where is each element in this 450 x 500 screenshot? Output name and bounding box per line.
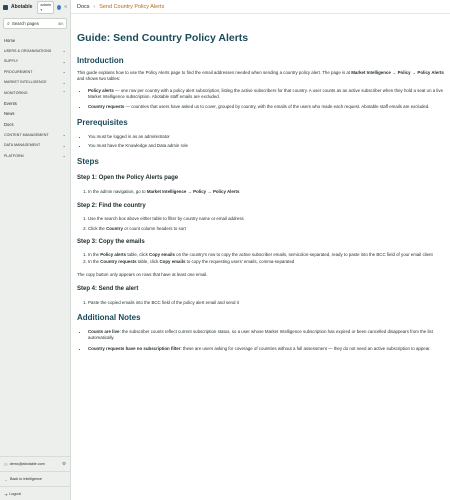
step-1-list bbox=[77, 189, 444, 195]
logo-text: Abotable bbox=[11, 4, 33, 10]
sidebar-item-docs[interactable] bbox=[0, 119, 70, 130]
ui-term: Policy alerts bbox=[100, 252, 127, 258]
divider bbox=[0, 486, 70, 487]
sidebar-item-platform[interactable] bbox=[0, 151, 70, 162]
step-text: to copy the requesting users' emails, comma-separated bbox=[185, 259, 295, 265]
role-label: admin bbox=[40, 2, 52, 7]
sidebar-item-label: PLATFORM bbox=[4, 153, 24, 158]
notes-list bbox=[77, 329, 444, 352]
step-3-note: The copy button only appears on rows that have at least one email. bbox=[77, 271, 208, 277]
search-icon: ⌕ bbox=[7, 20, 10, 27]
arrow-left-icon: ← bbox=[4, 476, 8, 482]
list-item bbox=[88, 104, 444, 110]
sidebar-item-label: MARKET INTELLIGENCE bbox=[4, 80, 47, 85]
sidebar-item-news[interactable] bbox=[0, 109, 70, 120]
ui-term: Country requests bbox=[100, 259, 137, 265]
chevron-down-icon: ⌄ bbox=[62, 48, 66, 54]
sidebar-item-data-management[interactable] bbox=[0, 140, 70, 151]
logout-label: Logout bbox=[9, 492, 21, 496]
term-description: : these are users asking for coverage of countries without a full assessment — they do not need an active subscription to appear. bbox=[180, 345, 431, 351]
breadcrumb-current: Send Country Policy Alerts bbox=[99, 3, 165, 10]
sidebar-item-monitoring[interactable] bbox=[0, 88, 70, 99]
sidebar-item-events[interactable] bbox=[0, 98, 70, 109]
step-4-heading: Step 4: Send the alert bbox=[77, 286, 139, 293]
sidebar-item-label: MONITORING bbox=[4, 90, 28, 95]
user-email: demo@abotable.com bbox=[9, 462, 45, 466]
sidebar-item-supply[interactable] bbox=[0, 56, 70, 67]
user-account[interactable] bbox=[0, 458, 70, 470]
breadcrumb bbox=[71, 0, 450, 14]
term: Country requests have no subscription filter bbox=[88, 345, 181, 351]
sidebar bbox=[0, 0, 71, 500]
sidebar-item-label: USERS & ORGANISATIONS bbox=[4, 48, 52, 53]
sidebar-item-market-intelligence[interactable] bbox=[0, 77, 70, 88]
term: Country requests bbox=[88, 103, 125, 109]
chevron-right-icon: › bbox=[93, 3, 96, 10]
ui-term: Copy emails bbox=[149, 252, 175, 258]
step-3-heading: Step 3: Copy the emails bbox=[77, 239, 145, 246]
step-text: table, click bbox=[136, 259, 160, 265]
chevron-down-icon: ⌄ bbox=[62, 142, 66, 148]
section-heading-steps: Steps bbox=[77, 156, 99, 166]
chevron-up-icon: ⌃ bbox=[62, 90, 66, 96]
search-input[interactable] bbox=[12, 21, 56, 26]
logout-icon: ⇥ bbox=[4, 491, 8, 497]
sidebar-nav bbox=[0, 35, 70, 161]
role-switcher[interactable] bbox=[37, 1, 54, 14]
back-to-intelligence-link[interactable] bbox=[0, 473, 70, 485]
step-4-list bbox=[77, 300, 444, 306]
step-1-heading: Step 1: Open the Policy Alerts page bbox=[77, 174, 179, 181]
gear-icon[interactable]: ⚙ bbox=[61, 461, 66, 466]
list-item bbox=[88, 189, 444, 195]
sidebar-item-users-organisations[interactable] bbox=[0, 46, 70, 57]
term-description: — one row per country with a policy alert subscription, listing the active subscribers for that country. A user counts as an active subscriber when they hold a seat on a live Market Intelligence subscription. Abotable staff emails are excluded. bbox=[88, 87, 444, 100]
user-icon: ⚇ bbox=[4, 461, 8, 467]
term-description: — countries that users have asked us to cover, grouped by country, with the emails of the users who made each request. Abotable staff emails are excluded. bbox=[124, 103, 430, 109]
sidebar-item-label: Docs bbox=[4, 121, 14, 127]
back-label: Back to Intelligence bbox=[10, 477, 42, 481]
term-description: : the subscriber counts reflect current subscription status, so a user whose Market Intelligence subscription has expired or been cancelled disappears from the list automatically. bbox=[88, 328, 433, 341]
list-item bbox=[88, 252, 444, 258]
sidebar-item-label: DATA MANAGEMENT bbox=[4, 143, 41, 148]
intro-list bbox=[77, 88, 444, 110]
collapse-sidebar-icon[interactable]: « bbox=[64, 4, 67, 10]
doc-body bbox=[71, 14, 450, 352]
chevron-down-icon: ⌄ bbox=[62, 132, 66, 138]
sidebar-header bbox=[0, 0, 70, 14]
section-heading-prerequisites: Prerequisites bbox=[77, 118, 128, 128]
list-item: • You must be logged in as an administrator bbox=[88, 134, 444, 140]
nav-path: Market Intelligence → Policy → Policy Alerts bbox=[146, 188, 240, 194]
list-item: • You must have the Knowledge and Data admin role bbox=[88, 143, 444, 149]
step-text: table, click bbox=[126, 252, 150, 258]
step-text: In the bbox=[88, 259, 101, 265]
intro-nav-path: Market Intelligence → Policy → Policy Alerts bbox=[351, 70, 444, 75]
sidebar-item-label: SUPPLY bbox=[4, 59, 19, 64]
list-item: 1. Use the search box above either table to filter by country name or email address bbox=[88, 216, 444, 222]
step-2-heading: Step 2: Find the country bbox=[77, 203, 146, 210]
divider bbox=[0, 456, 70, 457]
term: Policy alerts bbox=[88, 87, 114, 93]
logout-button[interactable] bbox=[0, 488, 70, 500]
term: Counts are live bbox=[88, 328, 120, 334]
step-text: Click the bbox=[88, 225, 107, 231]
breadcrumb-docs-link[interactable]: Docs bbox=[77, 3, 90, 10]
step-text: In the admin navigation, go to bbox=[88, 188, 147, 194]
search-box[interactable] bbox=[3, 18, 67, 29]
step-text: or count column headers to sort bbox=[122, 225, 186, 231]
chevron-down-icon: ⌄ bbox=[62, 153, 66, 159]
section-heading-introduction: Introduction bbox=[77, 56, 124, 65]
list-item: 1. Paste the copied emails into the BCC field of the policy alert email and send it bbox=[88, 300, 444, 306]
step-2-list bbox=[77, 216, 444, 232]
sidebar-footer bbox=[0, 455, 70, 500]
ui-term: Country bbox=[106, 225, 123, 231]
chevron-down-icon: ⌄ bbox=[62, 69, 66, 75]
sidebar-item-label: Home bbox=[4, 37, 16, 43]
search-shortcut: ⌘K bbox=[57, 21, 64, 26]
list-item bbox=[88, 226, 444, 232]
step-text: In the bbox=[88, 252, 101, 258]
intro-text: This guide explains how to use the Policy Alerts page to find the email addresses needed when sending a country policy alert. The page is at bbox=[77, 70, 352, 75]
ui-term: Copy emails bbox=[159, 259, 186, 265]
step-3-list bbox=[77, 252, 444, 266]
list-item bbox=[88, 329, 444, 342]
list-item bbox=[88, 259, 444, 265]
page-title: Guide: Send Country Policy Alerts bbox=[77, 32, 249, 44]
chevron-down-icon: ⌄ bbox=[62, 58, 66, 64]
chevron-down-icon: ▾ bbox=[40, 8, 43, 12]
list-item bbox=[88, 88, 444, 101]
divider bbox=[0, 471, 70, 472]
globe-icon[interactable] bbox=[57, 5, 61, 10]
chevron-down-icon: ⌄ bbox=[62, 79, 66, 85]
main-content bbox=[71, 0, 450, 500]
section-heading-additional-notes: Additional Notes bbox=[77, 312, 141, 322]
step-text: on the country's row to copy the active subscriber emails, semicolon-separated, ready to paste into the BCC field of your email client bbox=[174, 252, 433, 258]
prerequisites-list bbox=[77, 134, 444, 150]
sidebar-item-label: PROCUREMENT bbox=[4, 69, 33, 74]
sidebar-item-label: Events bbox=[4, 100, 17, 106]
intro-paragraph bbox=[77, 70, 444, 83]
sidebar-item-home[interactable] bbox=[0, 35, 70, 46]
list-item bbox=[88, 346, 444, 352]
sidebar-item-label: CONTENT MANAGEMENT bbox=[4, 132, 49, 137]
sidebar-item-procurement[interactable] bbox=[0, 67, 70, 78]
sidebar-item-content-management[interactable] bbox=[0, 130, 70, 141]
logo-icon bbox=[3, 5, 8, 10]
sidebar-item-label: News bbox=[4, 111, 15, 117]
intro-text-end: and shows two tables: bbox=[77, 76, 121, 82]
